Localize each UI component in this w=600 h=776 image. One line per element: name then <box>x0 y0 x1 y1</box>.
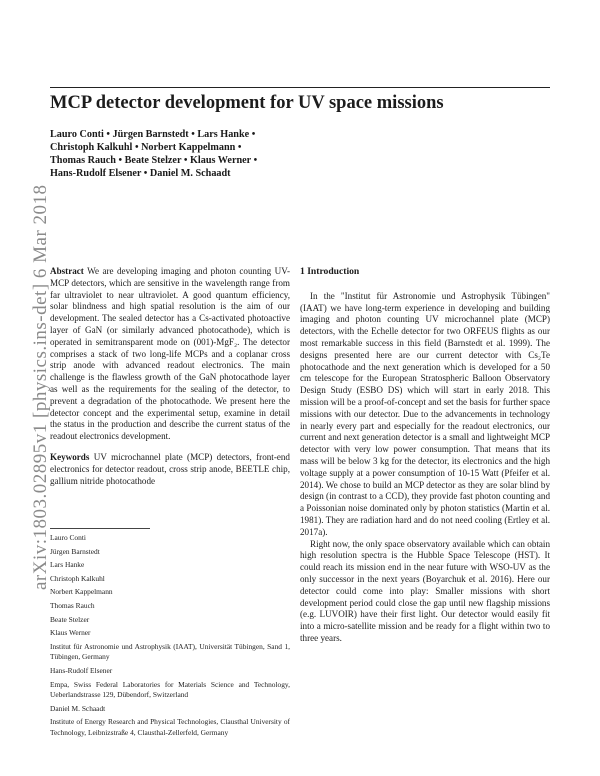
intro-paragraph: In the "Institut für Astronomie und Astrophysik Tübingen" (IAAT) we have long-term experience in developing and building imaging and photon counting UV microchannel plate (MCP) detectors, with the Echelle detector for two ORFEUS flights as our most remarkable success in this field (Barnstedt et al. 1999). The designs presented here are our current detector with Cs₂Te photocathode and the next generation which is developed for a 50 cm telescope for the European Stratospheric Balloon Observatory Design Study (ESBO DS) which will start in early 2018. This mission will be a proof-of-concept and set the basis for further space missions with our detector. Due to the advancements in technology in nearly every part and especially for the readout electronics, our current and next generation detector is a small and lightweight MCP detector with very low power consumption. That means that its mass will be below 3 kg for the detector, its electronics and the high voltage supply at a power consumption of 10-15 Watt (Pfeifer et al. 2014). We chose to build an MCP detector as they are solar blind by design (in contrast to a CCD), they provide fast photon counting and a Poissonian noise dominated only by photon statistics (Martin et al. 1981). They are radiation hard and do not need cooling (Ertley et al. 2017a). <box>300 290 550 537</box>
author-name: Lauro Conti <box>50 129 104 140</box>
author-name: Norbert Kappelmann <box>141 142 236 154</box>
author-list: Lauro Conti • Jürgen Barnstedt • Lars Hanke • Christoph Kalkuhl • Norbert Kappelmann • Thomas Rauch • Beate Stelzer • Klaus Werner • Hans-Rudolf Elsener • Daniel M. Schaadt <box>50 129 258 180</box>
affiliation-line: Empa, Swiss Federal Laboratories for Materials Science and Technology, Ueberlandstrasse 129, Dübendorf, Switzerland <box>50 679 290 700</box>
abstract-label: Abstract <box>50 266 84 276</box>
affiliation-line: Jürgen Barnstedt <box>50 546 100 556</box>
author-name: Christoph Kalkuhl <box>50 142 133 154</box>
affiliation-line: Beate Stelzer <box>50 614 90 624</box>
left-column <box>50 266 290 487</box>
footnote-rule <box>50 528 150 529</box>
affiliation-line: Lauro Conti <box>50 533 86 542</box>
author-name: Lars Hanke <box>197 129 250 140</box>
author-name: Jürgen Barnstedt <box>112 129 189 140</box>
affiliation-line: Institut für Astronomie und Astrophysik (IAAT), Universität Tübingen, Sand 1, Tübingen, Germany <box>50 641 290 662</box>
section-heading: 1 Introduction <box>300 266 360 277</box>
affiliation-line: Klaus Werner <box>50 628 91 638</box>
author-name: Daniel M. Schaadt <box>149 168 231 180</box>
keywords <box>50 452 290 487</box>
author-name: Klaus Werner <box>189 155 252 167</box>
keywords-label: Keywords <box>50 451 90 462</box>
intro-paragraph: Right now, the only space observatory available which can obtain high resolution spectra is the Hubble Space Telescope (HST). It could reach its mission end in the near future with WSO-UV as the only successor in the next years (Boyarchuk et al. 2016). Here our detector could come into play: Smaller missions with short development period could close the gap until new flagship missions (e.g. LUVOIR) have their first light. Our detector would easily fit into a micro-satellite mission and be ready for a flight within two to three years. <box>300 538 550 643</box>
author-name: Hans-Rudolf Elsener <box>50 168 142 180</box>
abstract <box>50 266 290 443</box>
author-name: Thomas Rauch <box>50 155 116 167</box>
affiliations-footnote <box>50 528 290 742</box>
arxiv-identifier-stamp[interactable]: arXiv:1803.02895v1 [physics.ins-det] 6 Mar 2018 <box>30 184 51 590</box>
abstract-text: We are developing imaging and photon counting UV-MCP detectors, which are sensitive in the wavelength range from far ultraviolet to near ultraviolet. A good quantum efficiency, solar blindness and high spatial resolution is the aim of our development. The sealed detector has a Cs-activated photoactive layer of GaN (or similarly advanced photocathode), which is operated in semitransparent mode on (001)-MgF₂. The detector comprises a stack of two long-life MCPs and a coplanar cross strip anode with advanced readout electronics. The main challenge is the flawless growth of the GaN photocathode layer as well as the requirements for the sealing of the detector, to prevent a degradation of the photocathode. We present here the detector concept and the experimental setup, examine in detail the status in the production and describe the current status of the readout electronics development. <box>50 266 290 442</box>
right-column <box>300 266 550 645</box>
affiliation-line: Christoph Kalkuhl <box>50 573 105 583</box>
affiliation-line: Daniel M. Schaadt <box>50 703 106 713</box>
paper-title: MCP detector development for UV space missions <box>50 93 444 113</box>
affiliation-line: Hans-Rudolf Elsener <box>50 665 113 675</box>
affiliation-line: Institute of Energy Research and Physical Technologies, Clausthal University of Technology, Leibnizstraße 4, Clausthal-Zellerfeld, Germany <box>50 717 290 737</box>
affiliation-line: Norbert Kappelmann <box>50 587 113 597</box>
header-rule <box>50 87 550 88</box>
author-name: Beate Stelzer <box>124 155 182 167</box>
affiliation-line: Thomas Rauch <box>50 600 95 610</box>
keywords-text: UV microchannel plate (MCP) detectors, front-end electronics for detector readout, cross strip anode, BEETLE chip, gallium nitride photocathode <box>50 451 290 486</box>
affiliation-line: Lars Hanke <box>50 560 85 570</box>
